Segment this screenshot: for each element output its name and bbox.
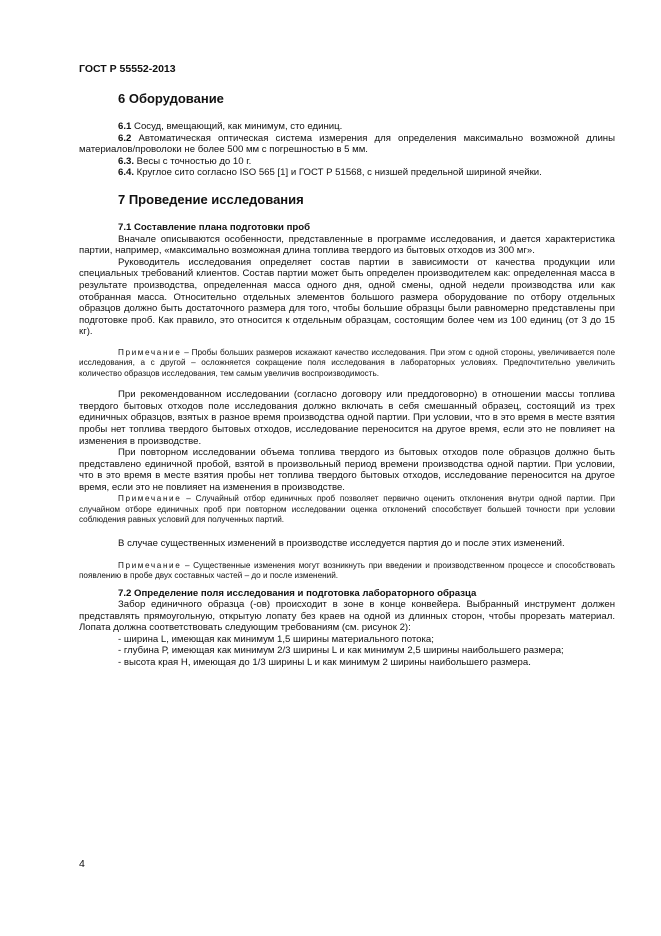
- note: [79, 561, 615, 582]
- paragraph: Руководитель исследования определяет состав партии в зависимости от качества продукции или специальных требований клиентов. Состав партии может быть определен производителем как: определенная масса в результате производства, определенная масса одного дня, одной смены, одной недели производства или как отобранная масса. Относительно отдельных элементов большого размера оборудование по отбору отдельных образцов должно быть достаточного размера для того, чтобы большие образцы были равномерно представлены при подготовке проб. Как правило, это относится к отдельным образцам, состоящим более чем из 100 единиц (от 3 до 15 кг).: [79, 256, 615, 338]
- item-number: 6.4.: [118, 167, 135, 179]
- section-7-title: 7 Проведение исследования: [118, 191, 304, 207]
- document-body: [79, 91, 615, 669]
- item-text: Автоматическая оптическая система измерения для определения максимально возможной длины материалов/проволоки не более 500 мм с погрешностью в 5 мм.: [79, 132, 615, 156]
- note-text: – Существенные изменения могут возникнуть при введении и производственном процессе и способствовать появлению в пробе двух составных частей – до и после изменений.: [79, 560, 615, 581]
- page-number: 4: [79, 858, 85, 870]
- paragraph: Забор единичного образца (-ов) происходит в зоне в конце конвейера. Выбранный инструмент должен представлять прямоугольную, открытую лопату без краев на одной из длинных сторон, чтобы прорезать материал. Лопата должна соответствовать следующим требованиям (см. рисунок 2):: [79, 599, 615, 634]
- note-text: – Случайный отбор единичных проб позволяет первично оценить отклонения внутри одной партии. При случайном отборе единичных проб при повторном исследовании оценка отклонений способствует большей точности при условии соблюдения равных условий для полученных партий.: [79, 494, 615, 525]
- note-label: Примечание: [118, 494, 182, 504]
- item-text: Сосуд, вмещающий, как минимум, сто единиц.: [131, 121, 343, 132]
- note: [79, 348, 615, 379]
- section-6-title: 6 Оборудование: [118, 91, 224, 106]
- item-text: Круглое сито согласно ISO 565 [1] и ГОСТ Р 51568, с низшей предельной шириной ячейки.: [134, 167, 542, 179]
- list-item: - глубина Р, имеющая как минимум 2/3 ширины L и как минимум 2,5 ширины наибольшего размера;: [118, 645, 564, 657]
- paragraph: В случае существенных изменений в производстве исследуется партия до и после этих изменений.: [118, 537, 565, 549]
- item-6-3: [79, 156, 615, 168]
- note-label: Примечание: [118, 560, 182, 570]
- item-6-2: [79, 133, 615, 156]
- document-code: ГОСТ Р 55552-2013: [79, 63, 176, 75]
- item-number: 6.3.: [118, 155, 135, 167]
- subsection-7-2-title: 7.2 Определение поля исследования и подготовка лабораторного образца: [118, 587, 477, 599]
- note-text: – Пробы больших размеров искажают качество исследования. При этом с одной стороны, увеличивается поле исследования, а с другой – осложняется сокращение поля исследования в лабораторных условиях. Предпочтительно увеличить количество образцов исследования, тем самым увеличив воспроизводимость.: [79, 347, 615, 378]
- item-text: Весы с точностью до 10 г.: [134, 155, 252, 167]
- note: [79, 494, 615, 525]
- item-number: 6.2: [118, 132, 132, 144]
- item-number: 6.1: [118, 121, 132, 132]
- paragraph: При рекомендованном исследовании (согласно договору или преддоговорно) в отношении массы топлива твердого бытовых отходов поле исследования должно включать в себя смешанный образец, состоящий из трех единичных образцов, взятых в разное время производства одной партии. При условии, что в это время в месте взятия пробы нет топлива твердого бытовых отходов, исследование переносится на другое время, если это не повлияет на изменения в производстве.: [79, 389, 615, 447]
- paragraph: При повторном исследовании объема топлива твердого из бытовых отходов поле образцов должно быть представлено единичной пробой, взятой в произвольный период времени производства одной партии. При условии, что в это время в месте взятия пробы нет топлива твердого бытовых отходов, исследование переносится на другое время, если это не повлияет на изменения в производстве.: [79, 447, 615, 493]
- item-6-1: [79, 121, 615, 133]
- item-6-4: [79, 167, 615, 179]
- list-item: - высота края Н, имеющая до 1/3 ширины L и как минимум 2 ширины наибольшего размера.: [118, 657, 531, 669]
- subsection-7-1-title: 7.1 Составление плана подготовки проб: [118, 221, 311, 233]
- list-item: - ширина L, имеющая как минимум 1,5 ширины материального потока;: [118, 633, 434, 645]
- note-label: Примечание: [118, 347, 182, 357]
- paragraph: Вначале описываются особенности, представленные в программе исследования, и дается характеристика партии, например, «максимально возможная длина топлива твердого из бытовых отходов из 300 мг».: [79, 233, 615, 257]
